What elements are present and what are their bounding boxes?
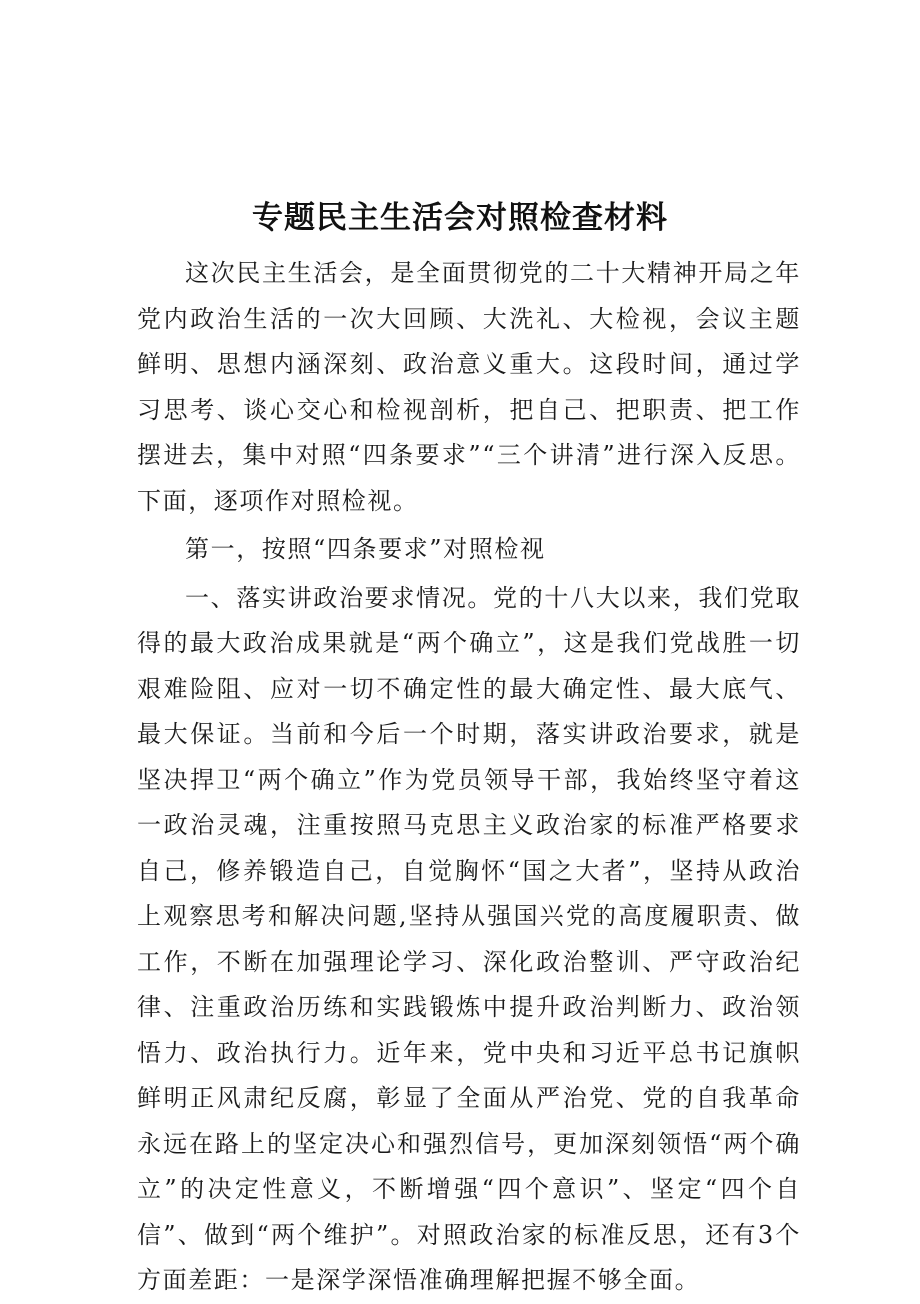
section-heading: 第一，按照“四条要求”对照检视 [185, 535, 546, 563]
document-title: 专题民主生活会对照检查材料 [252, 200, 668, 236]
section-paragraph: 一、落实讲政治要求情况。党的十八大以来，我们党取得的最大政治成果就是“两个确立”，这是我们党战胜一切艰难险阻、应对一切不确定性的最大确定性、最大底气、最大保证。当前和今后一个时期，落实讲政治要求，就是坚决捍卫“两个确立”作为党员领导干部，我始终坚守着这一政治灵魂，注重按照马克思主义政治家的标准严格要求自己，修养锻造自己，自觉胸怀“国之大者”，坚持从政治上观察思考和解决问题,坚持从强国兴党的高度履职责、做工作，不断在加强理论学习、深化政治整训、严守政治纪律、注重政治历练和实践锻炼中提升政治判断力、政治领悟力、政治执行力。近年来，党中央和习近平总书记旗帜鲜明正风肃纪反腐，彰显了全面从严治党、党的自我革命永远在路上的坚定决心和强烈信号，更加深刻领悟“两个确立”的决定性意义，不断增强“四个意识”、坚定“四个自信”、做到“两个维护”。对照政治家的标准反思，还有3个方面差距：一是深学深悟准确理解把握不够全面。 [137, 583, 801, 1294]
document-body [137, 251, 801, 1304]
intro-paragraph: 这次民主生活会，是全面贯彻党的二十大精神开局之年党内政治生活的一次大回顾、大洗礼、大检视，会议主题鲜明、思想内涵深刻、政治意义重大。这段时间，通过学习思考、谈心交心和检视剖析，把自己、把职责、把工作摆进去，集中对照“四条要求”“三个讲清”进行深入反思。下面，逐项作对照检视。 [137, 259, 801, 515]
